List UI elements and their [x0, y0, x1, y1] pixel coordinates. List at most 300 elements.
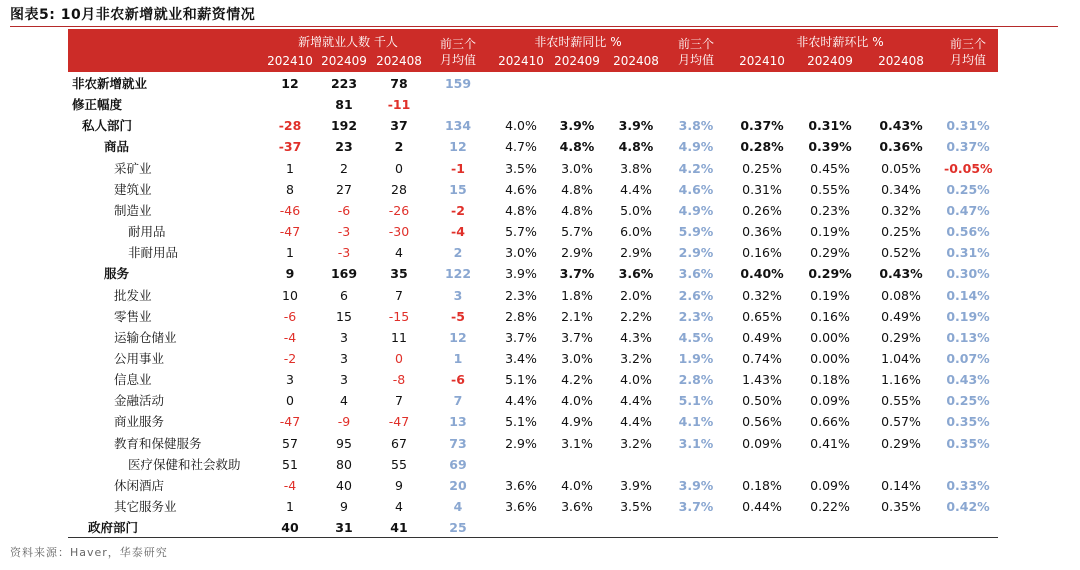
cell-m2: 0.00% — [810, 350, 850, 366]
cell-m2: 0.19% — [810, 224, 850, 240]
cell-m2: 0.55% — [810, 181, 850, 197]
cell-ma: 0.13% — [946, 329, 990, 345]
cell-y1: 5.1% — [505, 372, 537, 388]
cell-m3: 0.52% — [881, 245, 921, 261]
cell-e2: -3 — [337, 245, 351, 261]
cell-ea: 3 — [453, 287, 463, 303]
cell-ma: 0.33% — [946, 477, 990, 493]
cell-m3: 0.29% — [881, 329, 921, 345]
cell-m2: 0.00% — [810, 329, 850, 345]
cell-m3 — [877, 73, 925, 94]
cell-ma: 0.25% — [946, 181, 990, 197]
cell-e3: 9 — [395, 477, 403, 493]
cell-m3 — [877, 517, 925, 538]
cell-y1: 3.0% — [505, 245, 537, 261]
row-label: 其它服务业 — [114, 499, 177, 514]
cell-m1: 0.65% — [742, 308, 782, 324]
cell-m1: 0.40% — [740, 266, 784, 282]
cell-y1: 3.6% — [505, 477, 537, 493]
cell-ma: 0.35% — [946, 435, 990, 451]
cell-ma: 0.47% — [946, 202, 990, 218]
cell-m1: 0.74% — [742, 350, 782, 366]
cell-m1: 0.25% — [742, 160, 782, 176]
cell-ya: 3.7% — [678, 499, 714, 514]
cell-y3: 5.0% — [620, 202, 652, 218]
cell-m1: 0.49% — [742, 329, 782, 345]
table-row — [0, 411, 1080, 432]
cell-m1: 0.18% — [742, 477, 782, 493]
cell-m1 — [738, 517, 786, 538]
table-row — [0, 136, 1080, 157]
cell-ea: -6 — [451, 372, 465, 388]
cell-e2: 27 — [336, 181, 352, 197]
cell-ma: 0.07% — [946, 350, 990, 366]
cell-y1: 2.3% — [505, 287, 537, 303]
cell-m3: 0.55% — [881, 393, 921, 409]
cell-y2: 3.9% — [559, 118, 595, 134]
cell-y2: 3.7% — [559, 266, 595, 282]
cell-y1: 2.9% — [505, 435, 537, 451]
cell-y2 — [553, 517, 601, 538]
cell-e1 — [266, 94, 314, 115]
cell-m3: 0.57% — [881, 414, 921, 430]
cell-m1: 0.32% — [742, 287, 782, 303]
cell-y3: 4.8% — [618, 139, 654, 155]
cell-m2: 0.29% — [810, 245, 850, 261]
cell-m1: 0.50% — [742, 393, 782, 409]
cell-e3: 35 — [390, 266, 408, 282]
row-label: 非农新增就业 — [72, 76, 148, 91]
cell-y2: 4.8% — [561, 181, 593, 197]
cell-e2: 23 — [335, 139, 353, 155]
table-row — [0, 158, 1080, 179]
cell-ea: 122 — [444, 266, 472, 282]
header-month: 202409 — [807, 54, 853, 68]
cell-y2: 3.6% — [561, 499, 593, 514]
cell-e3: 4 — [395, 499, 403, 514]
cell-e1: -47 — [279, 224, 301, 240]
cell-e3: 78 — [390, 76, 408, 91]
cell-m3 — [877, 454, 925, 475]
cell-e2: 223 — [330, 76, 358, 91]
cell-y3 — [612, 517, 660, 538]
cell-m2: 0.29% — [808, 266, 852, 282]
cell-m2 — [806, 517, 854, 538]
cell-e1: -4 — [283, 477, 297, 493]
cell-y1: 4.6% — [505, 181, 537, 197]
cell-y3: 3.2% — [620, 435, 652, 451]
cell-y3: 4.4% — [620, 393, 652, 409]
cell-e3: 55 — [391, 456, 407, 472]
cell-e2: 9 — [340, 499, 348, 514]
cell-y3: 6.0% — [620, 224, 652, 240]
cell-m1: 0.56% — [742, 414, 782, 430]
cell-m3: 0.05% — [881, 160, 921, 176]
cell-m2: 0.23% — [810, 202, 850, 218]
cell-e1: -46 — [279, 202, 301, 218]
cell-e3: -15 — [388, 308, 410, 324]
cell-e2: 4 — [340, 393, 348, 409]
row-label: 制造业 — [114, 202, 152, 218]
cell-y2: 3.1% — [561, 435, 593, 451]
cell-m1: 0.37% — [740, 118, 784, 134]
cell-y2 — [553, 73, 601, 94]
cell-e3: 4 — [395, 245, 403, 261]
cell-m1: 0.44% — [742, 499, 782, 514]
cell-m2 — [806, 94, 854, 115]
cell-e1: -47 — [279, 414, 301, 430]
cell-y1: 3.9% — [505, 266, 537, 282]
cell-ma: 0.35% — [946, 414, 990, 430]
table-row — [0, 242, 1080, 263]
cell-m3 — [877, 94, 925, 115]
header-month: 202410 — [498, 54, 544, 68]
cell-ma: 0.31% — [946, 118, 990, 134]
header-mom-avg-line2: 月均值 — [949, 53, 986, 67]
table-row — [0, 348, 1080, 369]
header-month: 202409 — [554, 54, 600, 68]
row-label: 服务 — [104, 266, 130, 282]
row-label: 公用事业 — [114, 350, 165, 366]
cell-ya: 4.1% — [678, 414, 714, 430]
cell-y1: 4.4% — [505, 393, 537, 409]
cell-ea: 69 — [449, 456, 467, 472]
cell-y2: 5.7% — [561, 224, 593, 240]
cell-y3: 3.2% — [620, 350, 652, 366]
cell-ma: 0.56% — [946, 224, 990, 240]
cell-ea: -4 — [451, 224, 465, 240]
header-employment-avg-line1: 前三个 — [439, 37, 476, 51]
cell-e2: 81 — [335, 97, 353, 113]
table-row — [0, 200, 1080, 221]
table-row — [0, 306, 1080, 327]
cell-ma — [944, 94, 992, 115]
cell-e3: 7 — [395, 393, 403, 409]
cell-e2: -3 — [337, 224, 351, 240]
table-row — [0, 517, 1080, 538]
cell-e2: 40 — [336, 477, 352, 493]
table-row — [0, 327, 1080, 348]
cell-y2: 4.9% — [561, 414, 593, 430]
cell-y3: 3.9% — [618, 118, 654, 134]
cell-ea: 134 — [444, 118, 472, 134]
cell-e2: 3 — [340, 350, 348, 366]
cell-y2 — [553, 454, 601, 475]
cell-y2: 4.8% — [561, 202, 593, 218]
cell-ea: 73 — [449, 435, 467, 451]
cell-m1 — [738, 454, 786, 475]
cell-e1: -2 — [283, 350, 297, 366]
cell-e1: 3 — [286, 372, 294, 388]
header-month: 202410 — [267, 54, 313, 68]
cell-ma: 0.19% — [946, 308, 990, 324]
cell-ya — [672, 454, 720, 475]
cell-ea — [434, 94, 482, 115]
cell-y1: 4.8% — [505, 202, 537, 218]
cell-ya: 4.2% — [678, 160, 714, 176]
row-label: 信息业 — [114, 372, 152, 388]
cell-m1: 1.43% — [742, 372, 782, 388]
cell-m2: 0.09% — [810, 393, 850, 409]
cell-y1 — [497, 517, 545, 538]
cell-y2: 3.0% — [561, 160, 593, 176]
cell-m2: 0.22% — [810, 499, 850, 514]
cell-ya: 4.9% — [678, 202, 714, 218]
cell-m3: 0.35% — [881, 499, 921, 514]
cell-ya: 4.6% — [678, 181, 714, 197]
cell-m3: 0.34% — [881, 181, 921, 197]
cell-y2: 3.0% — [561, 350, 593, 366]
cell-e3: 11 — [391, 329, 407, 345]
cell-ea: 20 — [449, 477, 467, 493]
cell-ya: 5.9% — [678, 224, 714, 240]
cell-m3: 0.49% — [881, 308, 921, 324]
row-label: 休闲酒店 — [114, 477, 165, 493]
cell-m3: 0.29% — [881, 435, 921, 451]
cell-ma: 0.30% — [946, 266, 990, 282]
table-row — [0, 285, 1080, 306]
cell-ea: 159 — [444, 76, 472, 91]
cell-ya: 2.6% — [678, 287, 714, 303]
cell-e2: 3 — [340, 329, 348, 345]
cell-y1: 5.1% — [505, 414, 537, 430]
cell-ya: 2.8% — [678, 372, 714, 388]
cell-y1: 5.7% — [505, 224, 537, 240]
cell-ea: 25 — [449, 520, 467, 536]
cell-m2: 0.18% — [810, 372, 850, 388]
cell-y3: 3.8% — [620, 160, 652, 176]
cell-ya — [672, 94, 720, 115]
cell-e3: 0 — [395, 350, 403, 366]
cell-ea: 12 — [449, 329, 467, 345]
cell-ya: 2.3% — [678, 308, 714, 324]
cell-ya: 2.9% — [678, 245, 714, 261]
cell-e3: 0 — [395, 160, 403, 176]
header-month: 202408 — [613, 54, 659, 68]
table-row — [0, 390, 1080, 411]
cell-e1: 9 — [285, 266, 295, 282]
row-label: 非耐用品 — [128, 245, 179, 261]
cell-ma: 0.43% — [946, 372, 990, 388]
table-row — [0, 221, 1080, 242]
cell-y1 — [497, 454, 545, 475]
cell-m2: 0.66% — [810, 414, 850, 430]
title-underline — [10, 26, 1058, 27]
row-label: 批发业 — [114, 287, 152, 303]
table-row — [0, 496, 1080, 517]
cell-e2: 169 — [330, 266, 358, 282]
cell-y3 — [612, 94, 660, 115]
cell-m3: 0.14% — [881, 477, 921, 493]
cell-e2: 31 — [335, 520, 353, 536]
cell-ma: -0.05% — [944, 160, 993, 176]
cell-m3: 0.32% — [881, 202, 921, 218]
cell-y3: 4.0% — [620, 372, 652, 388]
cell-e3: -47 — [388, 414, 410, 430]
cell-y2: 4.2% — [561, 372, 593, 388]
cell-e1: 57 — [282, 435, 298, 451]
cell-e1: 8 — [286, 181, 294, 197]
cell-e3: 2 — [394, 139, 404, 155]
cell-e3: 67 — [391, 435, 407, 451]
cell-y1: 3.5% — [505, 160, 537, 176]
cell-ya: 5.1% — [678, 393, 714, 409]
header-month: 202408 — [878, 54, 924, 68]
cell-e2: 3 — [340, 372, 348, 388]
cell-y1: 3.6% — [505, 499, 537, 514]
header-month: 202409 — [321, 54, 367, 68]
cell-e3: -26 — [388, 202, 410, 218]
cell-ya: 3.8% — [678, 118, 714, 134]
cell-e2: 95 — [336, 435, 352, 451]
cell-m1: 0.26% — [742, 202, 782, 218]
cell-m2: 0.16% — [810, 308, 850, 324]
cell-e2: 192 — [330, 118, 358, 134]
figure-title: 图表5: 10月非农新增就业和薪资情况 — [10, 7, 256, 23]
cell-y3 — [612, 454, 660, 475]
cell-ea: -5 — [451, 308, 465, 324]
cell-e1: 51 — [282, 456, 298, 472]
cell-ya: 1.9% — [678, 350, 714, 366]
cell-ea: 4 — [453, 499, 463, 514]
cell-m1: 0.31% — [742, 181, 782, 197]
cell-e1: 1 — [286, 160, 294, 176]
row-label: 零售业 — [114, 308, 152, 324]
row-label: 私人部门 — [82, 118, 133, 134]
cell-e2: 80 — [336, 456, 352, 472]
header-yoy-group: 非农时薪同比 % — [534, 35, 622, 49]
cell-y2: 2.1% — [561, 308, 593, 324]
cell-ya: 3.6% — [678, 266, 714, 282]
source-note: 资料来源：Haver，华泰研究 — [10, 546, 168, 559]
cell-y2: 2.9% — [561, 245, 593, 261]
cell-m1: 0.09% — [742, 435, 782, 451]
row-label: 教育和保健服务 — [114, 435, 202, 451]
cell-m2: 0.41% — [810, 435, 850, 451]
cell-e2: 15 — [336, 308, 352, 324]
cell-e1: 40 — [281, 520, 299, 536]
cell-ma — [944, 454, 992, 475]
row-label: 采矿业 — [114, 160, 152, 176]
table-row — [0, 73, 1080, 94]
cell-ea: 2 — [453, 245, 463, 261]
header-yoy-avg-line1: 前三个 — [677, 37, 714, 51]
cell-y1: 3.4% — [505, 350, 537, 366]
cell-ma: 0.25% — [946, 393, 990, 409]
cell-e3: -8 — [392, 372, 406, 388]
header-yoy-avg-line2: 月均值 — [677, 53, 714, 67]
cell-y2: 3.7% — [561, 329, 593, 345]
header-employment-group: 新增就业人数 千人 — [298, 35, 398, 49]
cell-m2: 0.19% — [810, 287, 850, 303]
row-label: 耐用品 — [128, 224, 166, 240]
cell-y1: 4.7% — [505, 139, 537, 155]
cell-m1: 0.36% — [742, 224, 782, 240]
cell-e2: 6 — [340, 287, 348, 303]
cell-e1: 12 — [281, 76, 299, 91]
cell-y3: 4.4% — [620, 414, 652, 430]
cell-m2 — [806, 73, 854, 94]
cell-ea: 15 — [449, 181, 467, 197]
cell-m2: 0.39% — [808, 139, 852, 155]
row-label: 修正幅度 — [72, 97, 123, 113]
cell-ma: 0.14% — [946, 287, 990, 303]
cell-e2: -9 — [337, 414, 351, 430]
cell-ea: 12 — [449, 139, 467, 155]
cell-e1: 1 — [286, 499, 294, 514]
cell-e1: -4 — [283, 329, 297, 345]
cell-ya: 4.5% — [678, 329, 714, 345]
cell-e3: -11 — [387, 97, 411, 113]
cell-y2: 4.0% — [561, 477, 593, 493]
cell-e1: -6 — [283, 308, 297, 324]
cell-y3 — [612, 73, 660, 94]
row-label: 医疗保健和社会救助 — [128, 456, 241, 472]
cell-ma — [944, 73, 992, 94]
row-label: 运输仓储业 — [114, 329, 177, 345]
cell-m3: 0.43% — [879, 118, 923, 134]
cell-e3: 28 — [391, 181, 407, 197]
cell-y2 — [553, 94, 601, 115]
cell-e1: 1 — [286, 245, 294, 261]
cell-m1 — [738, 94, 786, 115]
cell-ya — [672, 73, 720, 94]
cell-y1 — [497, 73, 545, 94]
header-mom-group: 非农时薪环比 % — [796, 35, 884, 49]
row-label: 政府部门 — [88, 520, 139, 536]
cell-y3: 2.0% — [620, 287, 652, 303]
cell-y3: 3.9% — [620, 477, 652, 493]
cell-y1: 3.7% — [505, 329, 537, 345]
cell-ma — [944, 517, 992, 538]
cell-y3: 4.3% — [620, 329, 652, 345]
cell-e3: 41 — [390, 520, 408, 536]
table-row — [0, 179, 1080, 200]
cell-m3: 0.36% — [879, 139, 923, 155]
cell-m3: 0.43% — [879, 266, 923, 282]
cell-ea: 7 — [453, 393, 463, 409]
cell-e2: -6 — [337, 202, 351, 218]
cell-ya: 4.9% — [678, 139, 714, 155]
cell-ya: 3.9% — [678, 477, 714, 493]
table-bottom-rule — [68, 537, 998, 538]
table-row — [0, 454, 1080, 475]
cell-e1: 10 — [282, 287, 298, 303]
cell-m1 — [738, 73, 786, 94]
cell-y3: 2.2% — [620, 308, 652, 324]
cell-e1: 0 — [286, 393, 294, 409]
cell-ea: 13 — [449, 414, 467, 430]
cell-ma: 0.37% — [946, 139, 990, 155]
cell-y1: 4.0% — [505, 118, 537, 134]
table-row — [0, 433, 1080, 454]
cell-y1 — [497, 94, 545, 115]
cell-ma: 0.42% — [946, 499, 990, 514]
cell-m2 — [806, 454, 854, 475]
header-employment-avg-line2: 月均值 — [439, 53, 476, 67]
cell-y1: 2.8% — [505, 308, 537, 324]
cell-y3: 3.5% — [620, 499, 652, 514]
header-month: 202410 — [739, 54, 785, 68]
header-mom-avg-line1: 前三个 — [949, 37, 986, 51]
cell-m2: 0.31% — [808, 118, 852, 134]
cell-ea: 1 — [453, 350, 463, 366]
cell-ea: -2 — [451, 202, 465, 218]
cell-e3: 7 — [395, 287, 403, 303]
cell-m3: 0.08% — [881, 287, 921, 303]
cell-e3: -30 — [388, 224, 410, 240]
cell-ea: -1 — [451, 160, 465, 176]
